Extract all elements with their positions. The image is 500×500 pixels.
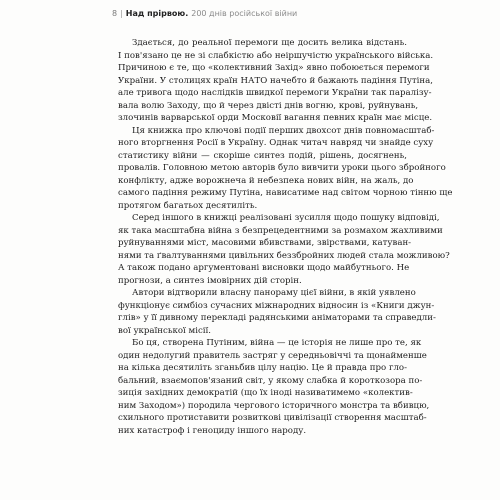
body-text: [118, 37, 453, 437]
paragraph: [118, 287, 436, 337]
text-line: І пов'язано це не зі слабкістю або неіршучістю українського війська.: [118, 50, 434, 61]
text-line: вої української місії.: [118, 325, 212, 336]
text-line: як така масштабна війна з безпрецедентними за розмахом жахливими: [118, 225, 443, 236]
header-separator: |: [120, 9, 123, 18]
text-line: вала волю Заходу, що й через двісті днів вогню, крові, руйнувань,: [118, 100, 419, 111]
text-line: зиція західних демократій (що їх іноді називатимемо «колектив-: [118, 388, 413, 398]
book-title: Над прірвою.: [125, 9, 189, 18]
paragraph: [118, 337, 430, 437]
text-line: один недолугий правитель застряг у середньовіччі та щонайменше: [118, 350, 427, 361]
text-line: Серед іншого в книжці реалізовані зусилля щодо пошуку відповіді,: [132, 213, 440, 223]
text-line: протягом багатьох десятиліть.: [118, 200, 258, 211]
text-line: самого падіння режиму Путіна, нависатиме над світом чорною тінню ще: [118, 188, 453, 198]
text-line: Автори відтворили власну панораму цієї війни, в якій уявлено: [132, 288, 416, 298]
text-line: Бо ця, створена Путіним, війна — це історія не лише про те, як: [132, 338, 422, 348]
paragraph: [118, 125, 453, 213]
text-line: руйнуваннями міст, масовими вбивствами, звірствами, катуван-: [118, 238, 412, 248]
text-line: Причиною є те, що «колективний Захід» явно побоюється перемоги: [118, 63, 430, 73]
text-line: бальний, взаємопов'язаний світ, у якому слабка й короткозора по-: [118, 375, 423, 386]
text-line: прогнози, а синтез імовірних дій сторін.: [118, 275, 302, 286]
text-line: статистику війни — скоріше синтез подій, рішень, досягнень,: [118, 150, 407, 161]
text-line: них катастроф і геноциду іншого народу.: [118, 425, 307, 436]
text-line: конфлікту, адже ворожнеча й небезпека нових війн, на жаль, до: [118, 175, 414, 186]
text-line: але тривога щодо наслідків швидкої перемоги України так паралізу-: [118, 88, 432, 98]
text-line: Ця книжка про ключові події перших двохсот днів повномасштаб-: [132, 125, 435, 136]
paragraph: [118, 212, 450, 287]
text-line: злочинів варварської орди Московії вагання певних країн має місце.: [118, 113, 433, 123]
text-line: схильного протиставити розвиткові цивілізації створення масштаб-: [118, 413, 427, 423]
text-line: Здається, до реальної перемоги ще досить велика відстань.: [132, 38, 407, 48]
text-line: України. У столицях країн НАТО начебто й бажають падіння Путіна,: [118, 75, 434, 86]
text-line: функціонує симбіоз сучасних міжнародних відносин із «Книги джун-: [118, 300, 435, 311]
paragraph: [118, 37, 434, 125]
text-line: провалів. Головною метою авторів було вивчити уроки цього збройного: [118, 163, 446, 173]
book-subtitle: 200 днів російської війни: [191, 9, 298, 18]
text-line: ного вторгнення Росії в Україну. Однак читач навряд чи знайде суху: [118, 138, 434, 148]
text-line: нями та ґвалтуваннями цивільних беззбройних людей стала можливою?: [118, 250, 450, 261]
text-line: А також подано аргументовані висновки щодо майбутнього. Не: [118, 263, 410, 273]
text-line: ним Заходом») породила чергового історичного монстра та вбивцю,: [118, 400, 430, 411]
text-line: на кілька десятиліть зганьбив цілу націю. Це й правда про гло-: [118, 363, 407, 373]
text-line: глів» у її дивному перекладі радянськими аніматорами та справедли-: [118, 313, 436, 323]
page-number: 8: [112, 9, 118, 18]
running-header: [112, 9, 297, 18]
